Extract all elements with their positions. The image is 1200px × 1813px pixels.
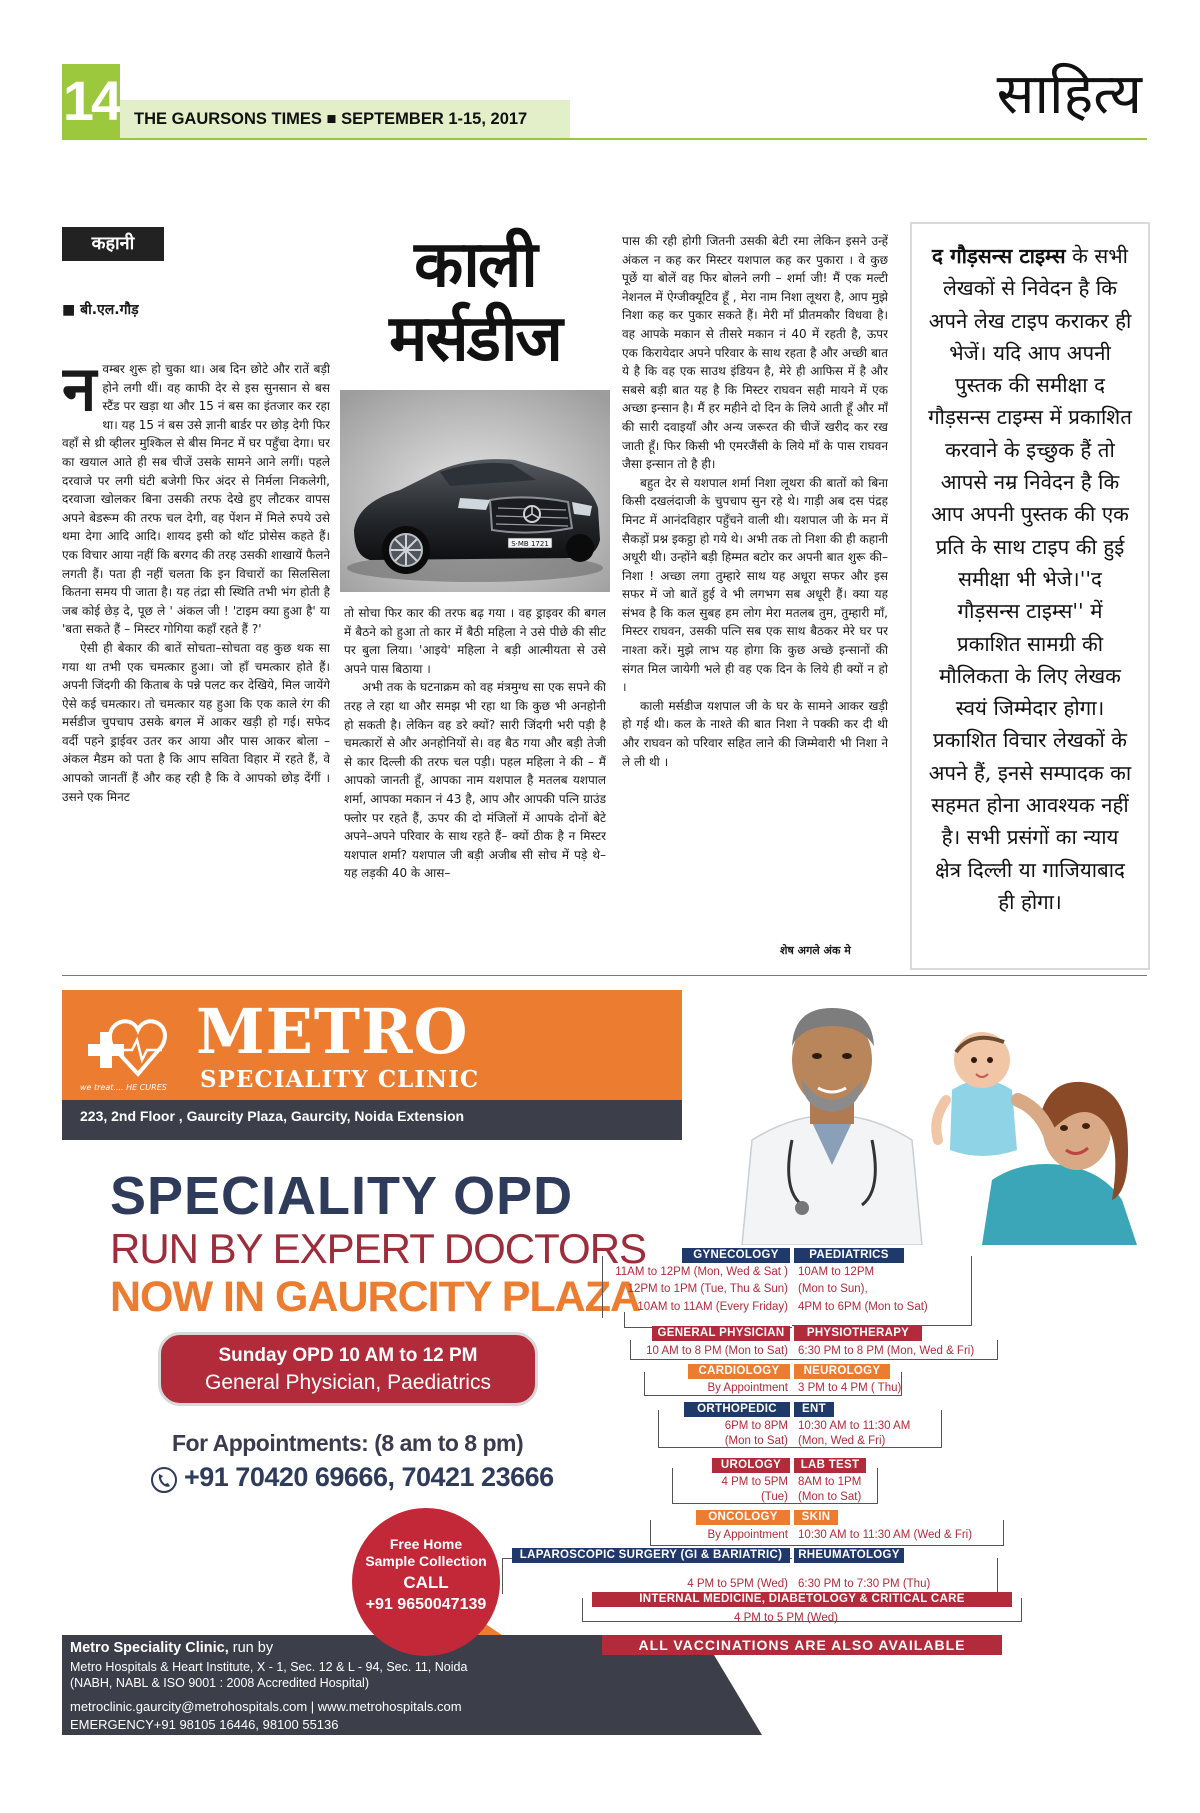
paediatrics-time: 4PM to 6PM (Mon to Sat) (798, 1301, 928, 1313)
internal-medicine-time: 4 PM to 5 PM (Wed) (734, 1612, 838, 1624)
clinic-subbrand: SPECIALITY CLINIC (200, 1066, 480, 1093)
headline-gaurcity-plaza: NOW IN GAURCITY PLAZA (110, 1273, 641, 1321)
collection-phone[interactable]: +91 9650047139 (365, 1596, 487, 1613)
dept-physiotherapy: PHYSIOTHERAPY (794, 1326, 922, 1341)
dept-lab-test: LAB TEST (794, 1458, 866, 1473)
footer-web-email[interactable]: metroclinic.gaurcity@metrohospitals.com | www.metrohospitals.com (70, 1699, 462, 1714)
oncology-time: By Appointment (707, 1529, 788, 1541)
notice-lead: द गौड़सन्स टाइम्स (932, 244, 1066, 268)
dept-skin: SKIN (794, 1510, 838, 1525)
continued-note: शेष अगले अंक मे (780, 944, 851, 957)
orthopedic-time: 6PM to 8PM (724, 1420, 788, 1432)
story-title (344, 228, 606, 376)
footer-hospital-address: Metro Hospitals & Heart Institute, X - 1, Sec. 12 & L - 94, Sec. 11, Noida (70, 1660, 468, 1674)
free-home-label: Free Home (389, 1536, 463, 1552)
clinic-brand: METRO (196, 995, 469, 1068)
header-divider (62, 138, 1147, 140)
paediatrics-time: 10AM to 12PM (798, 1266, 875, 1278)
appointments-hours: For Appointments: (8 am to 8 pm) (172, 1430, 524, 1456)
dept-urology: UROLOGY (712, 1458, 790, 1473)
dept-cardiology: CARDIOLOGY (688, 1364, 790, 1379)
sunday-opd-time: Sunday OPD 10 AM to 12 PM (218, 1345, 478, 1366)
orthopedic-time: (Mon to Sat) (724, 1435, 788, 1447)
lab-test-time: (Mon to Sat) (798, 1491, 862, 1503)
gynecology-time: 12PM to 1PM (Tue, Thu & Sun) (627, 1283, 788, 1295)
footer-accreditation: (NABH, NABL & ISO 9001 : 2008 Accredited Hospital) (70, 1675, 369, 1690)
free-home-collection-badge (352, 1508, 500, 1656)
story-paragraph: बहुत देर से यशपाल शर्मा निशा लूथरा की बातों को बिना किसी दखलंदाजी के चुपचाप सुन रहे थे। गाड़ी अब दस पंद्रह मिनट में आनंदविहार पहुँचने वाली थी। यशपाल जी के मन में सैकड़ों प्रश्न इकट्ठा हो गये थे। अभी तक तो निशा की ही कहानी अधूरी थी। उन्होंने बड़ी हिम्मत बटोर कर अपनी बात शुरू की– निशा ! अच्छा लगा तुम्हारे साथ यह अधूरा सफर और इस सफर में जो बातें हुई वे भी लगभग सब अधूरी हैं। क्या यह संभव है कि कल सुबह हम लोग मेरा मतलब तुम, तुम्हारी माँ, मिस्टर राघवन, उसकी पत्नि सब एक साथ बैठकर मेरे घर पर नाश्ता करें। मुझे लाभ यह होगा कि कुछ अच्छे इन्सानों की संगत मिल जायेगी भले ही वह एक दिन के लिये ही क्यों न हो । (622, 475, 888, 695)
rheumatology-time: 6:30 PM to 7:30 PM (Thu) (798, 1578, 931, 1590)
dept-general-physician: GENERAL PHYSICIAN (652, 1326, 790, 1341)
footer-emergency: EMERGENCY+91 98105 16446, 98100 55136 (70, 1717, 339, 1732)
dept-rheumatology: RHEUMATOLOGY (794, 1548, 904, 1563)
gynecology-time: 10AM to 11AM (Every Friday) (637, 1301, 788, 1313)
story-title-line: मर्सडीज (389, 302, 561, 376)
vaccinations-banner: ALL VACCINATIONS ARE ALSO AVAILABLE (602, 1635, 1002, 1655)
dept-gynecology: GYNECOLOGY (682, 1248, 790, 1263)
story-tag: कहानी (62, 227, 164, 261)
section-title: साहित्य (996, 62, 1142, 127)
sunday-opd-banner (158, 1332, 538, 1406)
story-paragraph: ऐसी ही बेकार की बातें सोचता–सोचता वह कुछ थक सा गया था तभी एक चमत्कार हुआ। जो हाँ चमत्कार होते हैं। अपनी जिंदगी की किताब के पन्ने पलट कर देखिये, मिल जायेंगे ऐसे कई चमत्कार। तो चमत्कार यह हुआ कि एक काले रंग की मर्सडीज चुपचाप उसके बगल में आकर खड़ी हो गई। सफेद वर्दी पहने ड्राईवर उतर कर आया और पास आकर बोला – अंकल मैडम को पता है कि आप सविता विहार में रहते हैं, वे आपको जानतीं हैं और कह रही है कि वे आपको छोड़ देंगीं । उसने एक मिनट (62, 640, 330, 804)
dept-oncology: ONCOLOGY (696, 1510, 790, 1525)
story-column-2 (344, 604, 606, 960)
headline-speciality-opd: SPECIALITY OPD (110, 1166, 574, 1226)
ad-divider (62, 975, 1147, 976)
sunday-opd-services: General Physician, Paediatrics (205, 1371, 491, 1394)
dept-neurology: NEUROLOGY (794, 1364, 890, 1379)
cardiology-time: By Appointment (707, 1382, 788, 1394)
footer-title-name: Metro Speciality Clinic, (70, 1640, 229, 1656)
story-author: ■ बी.एल.गौड़ (62, 302, 139, 318)
laparoscopic-time: 4 PM to 5PM (Wed) (687, 1578, 788, 1590)
story-paragraph: तो सोचा फिर कार की तरफ बढ़ गया । वह ड्राइवर की बगल में बैठने को हुआ तो कार में बैठी महिला ने उसे पीछे की सीट पर बुला लिया। 'आइये' महिला ने बड़ी आत्मीयता से उसे अपने पास बिठाया । (344, 606, 606, 676)
ent-time: 10:30 AM to 11:30 AM (798, 1420, 911, 1432)
metro-clinic-advertisement (62, 990, 1147, 1735)
skin-time: 10:30 AM to 11:30 AM (Wed & Fri) (798, 1529, 973, 1541)
license-plate: S·MB 1721 (511, 540, 549, 548)
dept-internal-medicine: INTERNAL MEDICINE, DIABETOLOGY & CRITICAL CARE (592, 1592, 1012, 1607)
lab-test-time: 8AM to 1PM (798, 1476, 862, 1488)
paediatrics-time: (Mon to Sun), (798, 1283, 868, 1295)
story-title-line: काली (414, 228, 536, 302)
story-paragraph: वम्बर शुरू हो चुका था। अब दिन छोटे और रातें बड़ी होने लगी थीं। वह काफी देर से इस सुनसान से बस स्टैंड पर खड़ा था और 15 नं बस का इंतजार कर रहा था। यह 15 नं बस उसे ज्ञानी बार्डर पर छोड़ देगी फिर वहाँ से थ्री व्हीलर मुश्किल से बीस मिनट में घर पहुँचा देगा। घर का खयाल आते ही सब चीजें उसके सामने आने लगीं। पहले दरवाजे पर लगी घंटी बजेगी फिर अंदर से निर्मला निकलेगी, दरवाजा खोलकर बिना उसकी तरफ देखे हुए लौटकर वापस अपने बेडरूम की तरफ चल देगी, वह पेंशन में मिले रुपये उसे थमा देगा आदि आदि। शायद इसी को थॉट प्रोसेस कहते हैं। एक विचार आया नहीं कि बरगद की तरह उसकी शाखायें फैलने लगती हैं। पता ही नहीं चलता कि इन विचारों का सिलसिला कितना समय पी जाता है। यह तंद्रा सी स्थिति तभी भंग होती है जब कोई छेड़ दे, पूछ ले ' अंकल जी ! 'टाइम क्या हुआ है' या 'बता सकते हैं – मिस्टर गोगिया कहाँ रहते हैं ?' (62, 362, 330, 637)
dept-paediatrics: PAEDIATRICS (794, 1248, 904, 1263)
general-physician-time: 10 AM to 8 PM (Mon to Sat) (646, 1345, 788, 1357)
urology-time: (Tue) (760, 1491, 788, 1503)
call-label: CALL (403, 1573, 449, 1592)
footer-title (70, 1640, 273, 1656)
page-number: 14 (62, 64, 120, 138)
mercedes-car-image (340, 390, 610, 592)
clinic-logo-icon (82, 1004, 172, 1094)
sample-collection-label: Sample Collection (365, 1553, 487, 1569)
clinic-tagline: we treat.... HE CURES (80, 1083, 167, 1092)
story-paragraph: अभी तक के घटनाक्रम को वह मंत्रमुग्ध सा एक सपने की तरह ले रहा था और समझ भी रहा था कि कुछ भी अनहोनी हो सकती है। लेकिन वह डरे क्यों? सारी जिंदगी भरी पड़ी है चमत्कारों से और अनहोनियों से। वह बैठ गया और बड़ी तेजी से कार दिल्ली की तरफ चल पड़ी। पहल महिला ने की – मैं आपको जानती हूँ, आपका नाम यशपाल है मतलब यशपाल शर्मा, आपका मकान नं 43 है, आप और आपकी पत्नि ग्राउंड फ्लोर पर रहते हैं, ऊपर की दो मंजिलों में आपके दोनों बेटे अपने–अपने परिवार के साथ रहते हैं– क्यों ठीक है न मिस्टर यशपाल शर्मा? यशपाल जी बड़ी अजीब सी सोच में पड़े थे– यह लड़की 40 के आस– (344, 680, 606, 881)
clinic-address: 223, 2nd Floor , Gaurcity Plaza, Gaurcity, Noida Extension (80, 1108, 465, 1124)
headline-expert-doctors: RUN BY EXPERT DOCTORS (110, 1225, 647, 1272)
story-paragraph: पास की रही होगी जितनी उसकी बेटी रमा लेकिन इसने उन्हें अंकल न कह कर मिस्टर यशपाल कह कर पुकारा । वे कुछ पूछें या बोलें वह फिर बोलने लगी – शर्मा जी! मैं एक मल्टी नेशनल में ऐग्जीक्यूटिव हूँ , मेरा नाम निशा लूथरा है, आप मुझे निशा कह कर पुकार सकते हैं। मेरी माँ प्रीतमकौर विधवा है। वह आपके मकान से तीसरे मकान नं 40 में रहती है, ऊपर एक किरायेदार अपने परिवार के साथ रहता है और अच्छी बात ये है कि वह एक साउथ इंडियन है, मेरे ही आफिस में है और सबसे बड़ी बात यह है कि मिस्टर राघवन सही मायने में एक अच्छा इन्सान है। मैं हर महीने दो दिन के लिये आती हूँ और माँ की सारी दवाइयाँ और अन्य जरूरत की चीजें खरीद कर रख जाती हूँ। फिर किसी भी एमरजैंसी के लिये माँ के पास राघवन जैसा इन्सान तो है ही। (622, 234, 888, 472)
notice-box (910, 222, 1150, 970)
appointment-phone-numbers[interactable]: +91 70420 69666, 70421 23666 (184, 1462, 554, 1492)
physiotherapy-time: 6:30 PM to 8 PM (Mon, Wed & Fri) (798, 1345, 975, 1357)
notice-text: के सभी लेखकों से निवेदन है कि अपने लेख टाइप कराकर ही भेजें। यदि आप अपनी पुस्तक की समीक्षा द गौड़सन्स टाइम्स में प्रकाशित करवाने के इच्छुक हैं तो आपसे नम्र निवेदन है कि आप अपनी पुस्तक की एक प्रति के साथ टाइप की हुई समीक्षा भी भेजे।''द गौड़सन्स टाइम्स'' में प्रकाशित सामग्री की मौलिकता के लिए लेखक स्वयं जिम्मेदार होगा। प्रकाशित विचार लेखकों के अपने हैं, इनसे सम्पादक का सहमत होना आवश्यक नहीं है। सभी प्रसंगों का न्याय क्षेत्र दिल्ली या गाजियाबाद ही होगा। (928, 244, 1132, 914)
doctor-family-photo (682, 990, 1147, 1245)
footer-title-suffix: run by (228, 1640, 274, 1656)
drop-cap: न (62, 360, 97, 425)
story-column-1 (62, 360, 330, 960)
masthead: THE GAURSONS TIMES ■ SEPTEMBER 1-15, 2017 (120, 100, 570, 138)
story-paragraph: काली मर्सडीज यशपाल जी के घर के सामने आकर खड़ी हो गई थी। कल के नाश्ते की बात निशा ने पक्की कर दी थी और राघवन को परिवार सहित लाने की जिम्मेवारी भी निशा ने ले ली थी । (622, 698, 888, 769)
neurology-time: 3 PM to 4 PM ( Thu) (798, 1382, 902, 1394)
dept-laparoscopic-surgery: LAPAROSCOPIC SURGERY (GI & BARIATRIC) (512, 1548, 790, 1563)
footer-hospital-info (70, 1660, 540, 1691)
urology-time: 4 PM to 5PM (721, 1476, 788, 1488)
dept-ent: ENT (794, 1402, 834, 1417)
story-column-3 (622, 232, 888, 932)
ent-time: (Mon, Wed & Fri) (798, 1435, 886, 1447)
dept-orthopedic: ORTHOPEDIC (684, 1402, 790, 1417)
gynecology-time: 11AM to 12PM (Mon, Wed & Sat ) (615, 1266, 788, 1278)
